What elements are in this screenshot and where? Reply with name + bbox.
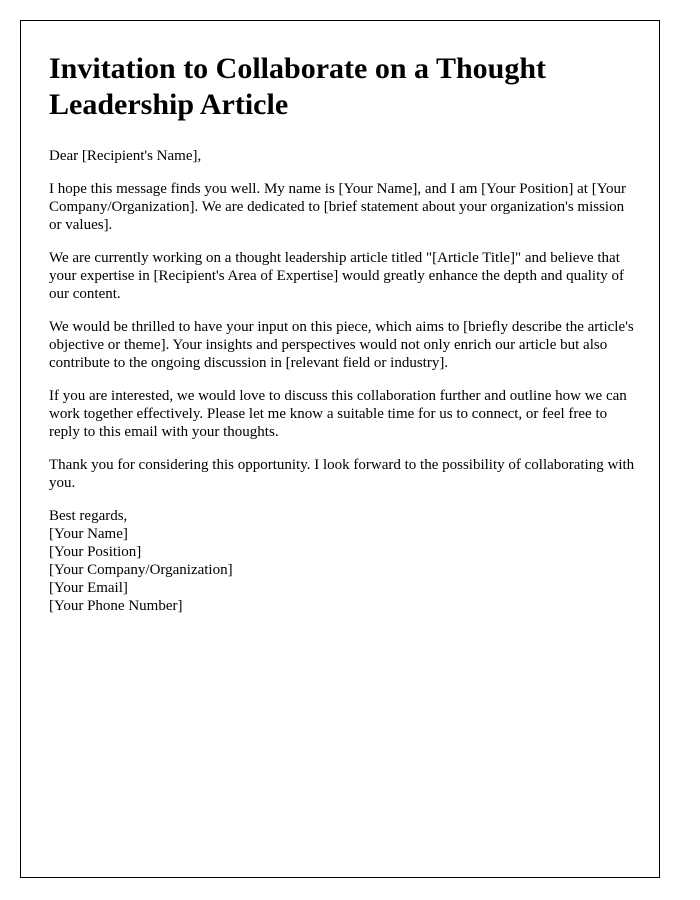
signature-company: [Your Company/Organization] [49, 562, 233, 578]
signature-block [49, 507, 637, 615]
signature-closing: Best regards, [49, 508, 128, 524]
signature-position: [Your Position] [49, 544, 142, 560]
signature-phone: [Your Phone Number] [49, 598, 183, 614]
paragraph-input: We would be thrilled to have your input on this piece, which aims to [briefly describe the article's objective or theme]. Your insights and perspectives would not only enrich our article but also contribute to the ongoing discussion in [relevant field or industry]. [49, 319, 634, 371]
paragraph-discuss: If you are interested, we would love to discuss this collaboration further and outline how we can work together effectively. Please let me know a suitable time for us to connect, or feel free to reply to this email with your thoughts. [49, 388, 627, 440]
letter-page [20, 20, 660, 878]
letter-title: Invitation to Collaborate on a Thought Leadership Article [49, 52, 547, 121]
letter-content [49, 51, 637, 615]
signature-email: [Your Email] [49, 580, 128, 596]
salutation: Dear [Recipient's Name], [49, 148, 202, 164]
paragraph-intro: I hope this message finds you well. My name is [Your Name], and I am [Your Position] at [Your Company/Organization]. We are dedicated to [brief statement about your organization's mission or values]. [49, 181, 627, 233]
paragraph-article: We are currently working on a thought leadership article titled "[Article Title]" and believe that your expertise in [Recipient's Area of Expertise] would greatly enhance the depth and quality of our content. [49, 250, 625, 302]
signature-name: [Your Name] [49, 526, 128, 542]
paragraph-thanks: Thank you for considering this opportunity. I look forward to the possibility of collaborating with you. [49, 457, 635, 491]
